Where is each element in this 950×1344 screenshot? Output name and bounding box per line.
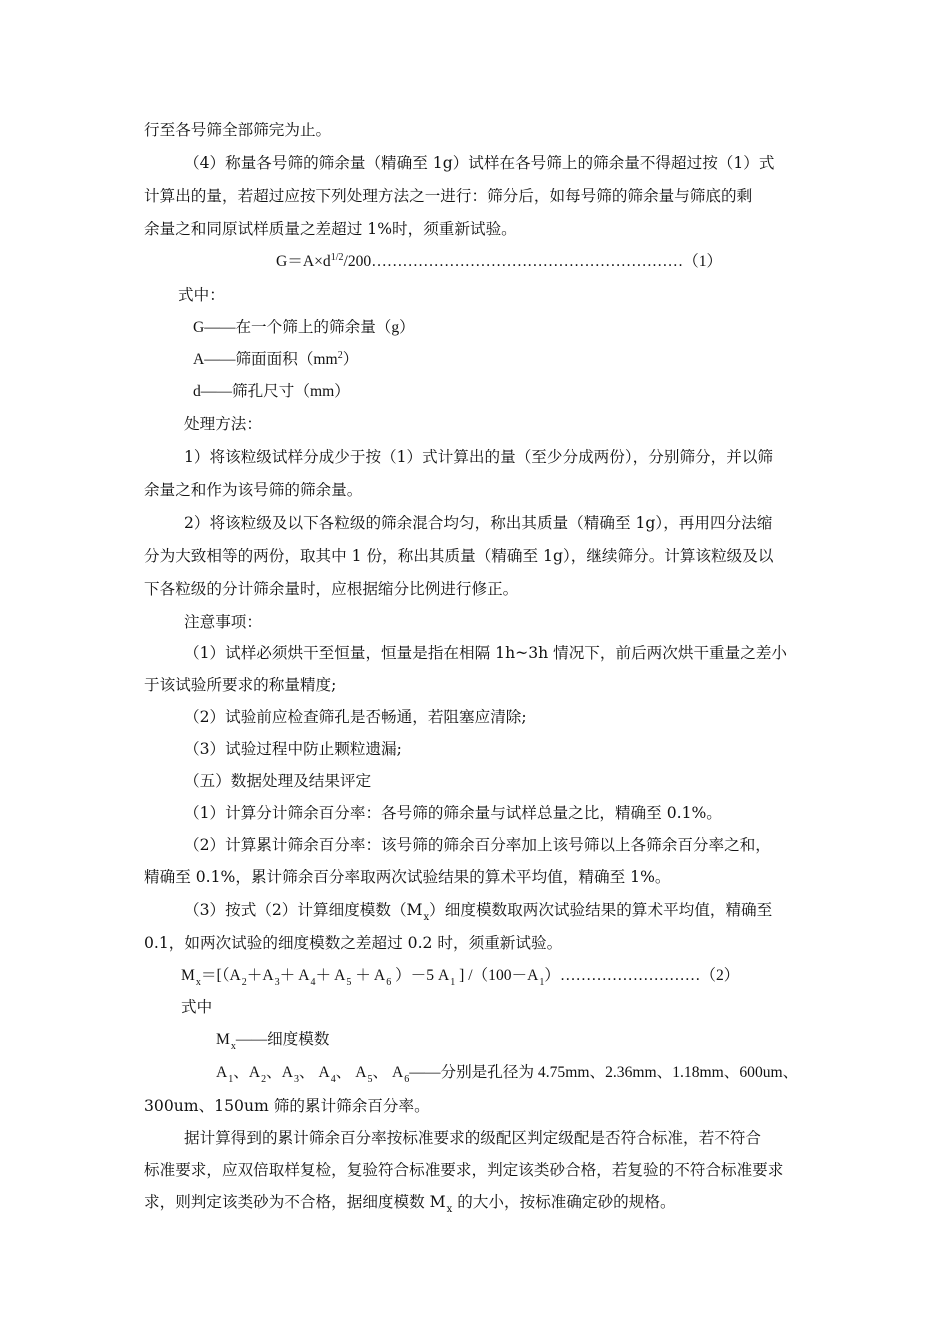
formula-2: $M_x=[(A_2+A_3+ A_4+ A_5 + A_6$ ）－5 $A_1$ ] $/(100-A_1)\dots\dots\dots\dots\dots\dots\dots\dots\dots(2)$ — [181, 967, 740, 988]
text-line: 式中 — [181, 998, 213, 1016]
text-line: 余量之和同原试样质量之差超过 1%时，须重新试验。 — [144, 220, 517, 238]
text-line: （1）计算分计筛余百分率：各号筛的筛余量与试样总量之比，精确至 0.1%。 — [184, 804, 722, 822]
formula-1: $G=A\times d^{1/2}/200\dots\dots\dots\dots\dots\dots\dots\dots\dots\dots\dots\dots\dots\dots\dots\dots\dots\dots\dots\dots(1)$ — [276, 252, 723, 270]
section-heading: （五）数据处理及结果评定 — [184, 772, 372, 790]
text-line: 计算出的量，若超过应按下列处理方法之一进行：筛分后，如每号筛的筛余量与筛底的剩 — [144, 187, 753, 205]
definition-g: G——在一个筛上的筛余量（g） — [193, 319, 415, 336]
text-line: 标准要求，应双倍取样复检，复验符合标准要求，判定该类砂合格，若复验的不符合标准要求 — [144, 1161, 784, 1179]
text-line: 下各粒级的分计筛余量时，应根据缩分比例进行修正。 — [144, 580, 519, 598]
text-line: 行至各号筛全部筛完为止。 — [144, 121, 332, 139]
definition-a: A——筛面面积$(mm^2)$ — [193, 350, 359, 368]
text-line: 300um、150um 筛的累计筛余百分率。 — [144, 1097, 430, 1115]
text-line: （2）计算累计筛余百分率：该号筛的筛余百分率加上该号筛以上各筛余百分率之和， — [184, 836, 771, 854]
text-line: （4）称量各号筛的筛余量（精确至 1g）试样在各号筛上的筛余量不得超过按（1）式 — [184, 154, 775, 172]
text-line: （1）试样必须烘干至恒量，恒量是指在相隔 1h~3h 情况下，前后两次烘干重量之差小 — [184, 644, 788, 662]
text-line: 据计算得到的累计筛余百分率按标准要求的级配区判定级配是否符合标准，若不符合 — [184, 1129, 761, 1147]
definition-d: d——筛孔尺寸（mm） — [193, 383, 350, 400]
text-line: 2）将该粒级及以下各粒级的筛余混合均匀，称出其质量（精确至 1g），再用四分法缩 — [184, 514, 773, 532]
text-line: 0.1，如两次试验的细度模数之差超过 0.2 时，须重新试验。 — [144, 934, 563, 952]
text-line: （3）按式（2）计算细度模数$(M_x)$细度模数取两次试验结果的算术平均值，精确至 — [184, 901, 773, 923]
text-line: 分为大致相等的两份，取其中 1 份，称出其质量（精确至 1g），继续筛分。计算该粒级及以 — [144, 547, 774, 565]
text-line: 1）将该粒级试样分成少于按（1）式计算出的量（至少分成两份），分别筛分，并以筛 — [184, 448, 774, 466]
text-line: 处理方法： — [184, 415, 262, 433]
definition-mx: $M_x——$细度模数 — [216, 1031, 330, 1052]
text-line: 求，则判定该类砂为不合格，据细度模数 $M_x$ 的大小，按标准确定砂的规格。 — [144, 1193, 676, 1215]
text-line: 注意事项： — [184, 613, 262, 631]
text-line: 于该试验所要求的称量精度; — [144, 676, 337, 694]
definition-a-series: $A_1$、$A_2$、$A_3$、 $A_4$、 $A_5$、 $A_6——$分别是孔径为 4.75mm、2.36mm、1.18mm、600um、 — [216, 1064, 799, 1085]
text-line: 式中： — [178, 286, 225, 304]
text-line: 精确至 0.1%，累计筛余百分率取两次试验结果的算术平均值，精确至 1%。 — [144, 868, 671, 886]
text-line: （3）试验过程中防止颗粒遗漏; — [184, 740, 402, 758]
text-line: 余量之和作为该号筛的筛余量。 — [144, 481, 363, 499]
text-line: （2）试验前应检查筛孔是否畅通，若阻塞应清除; — [184, 708, 527, 726]
